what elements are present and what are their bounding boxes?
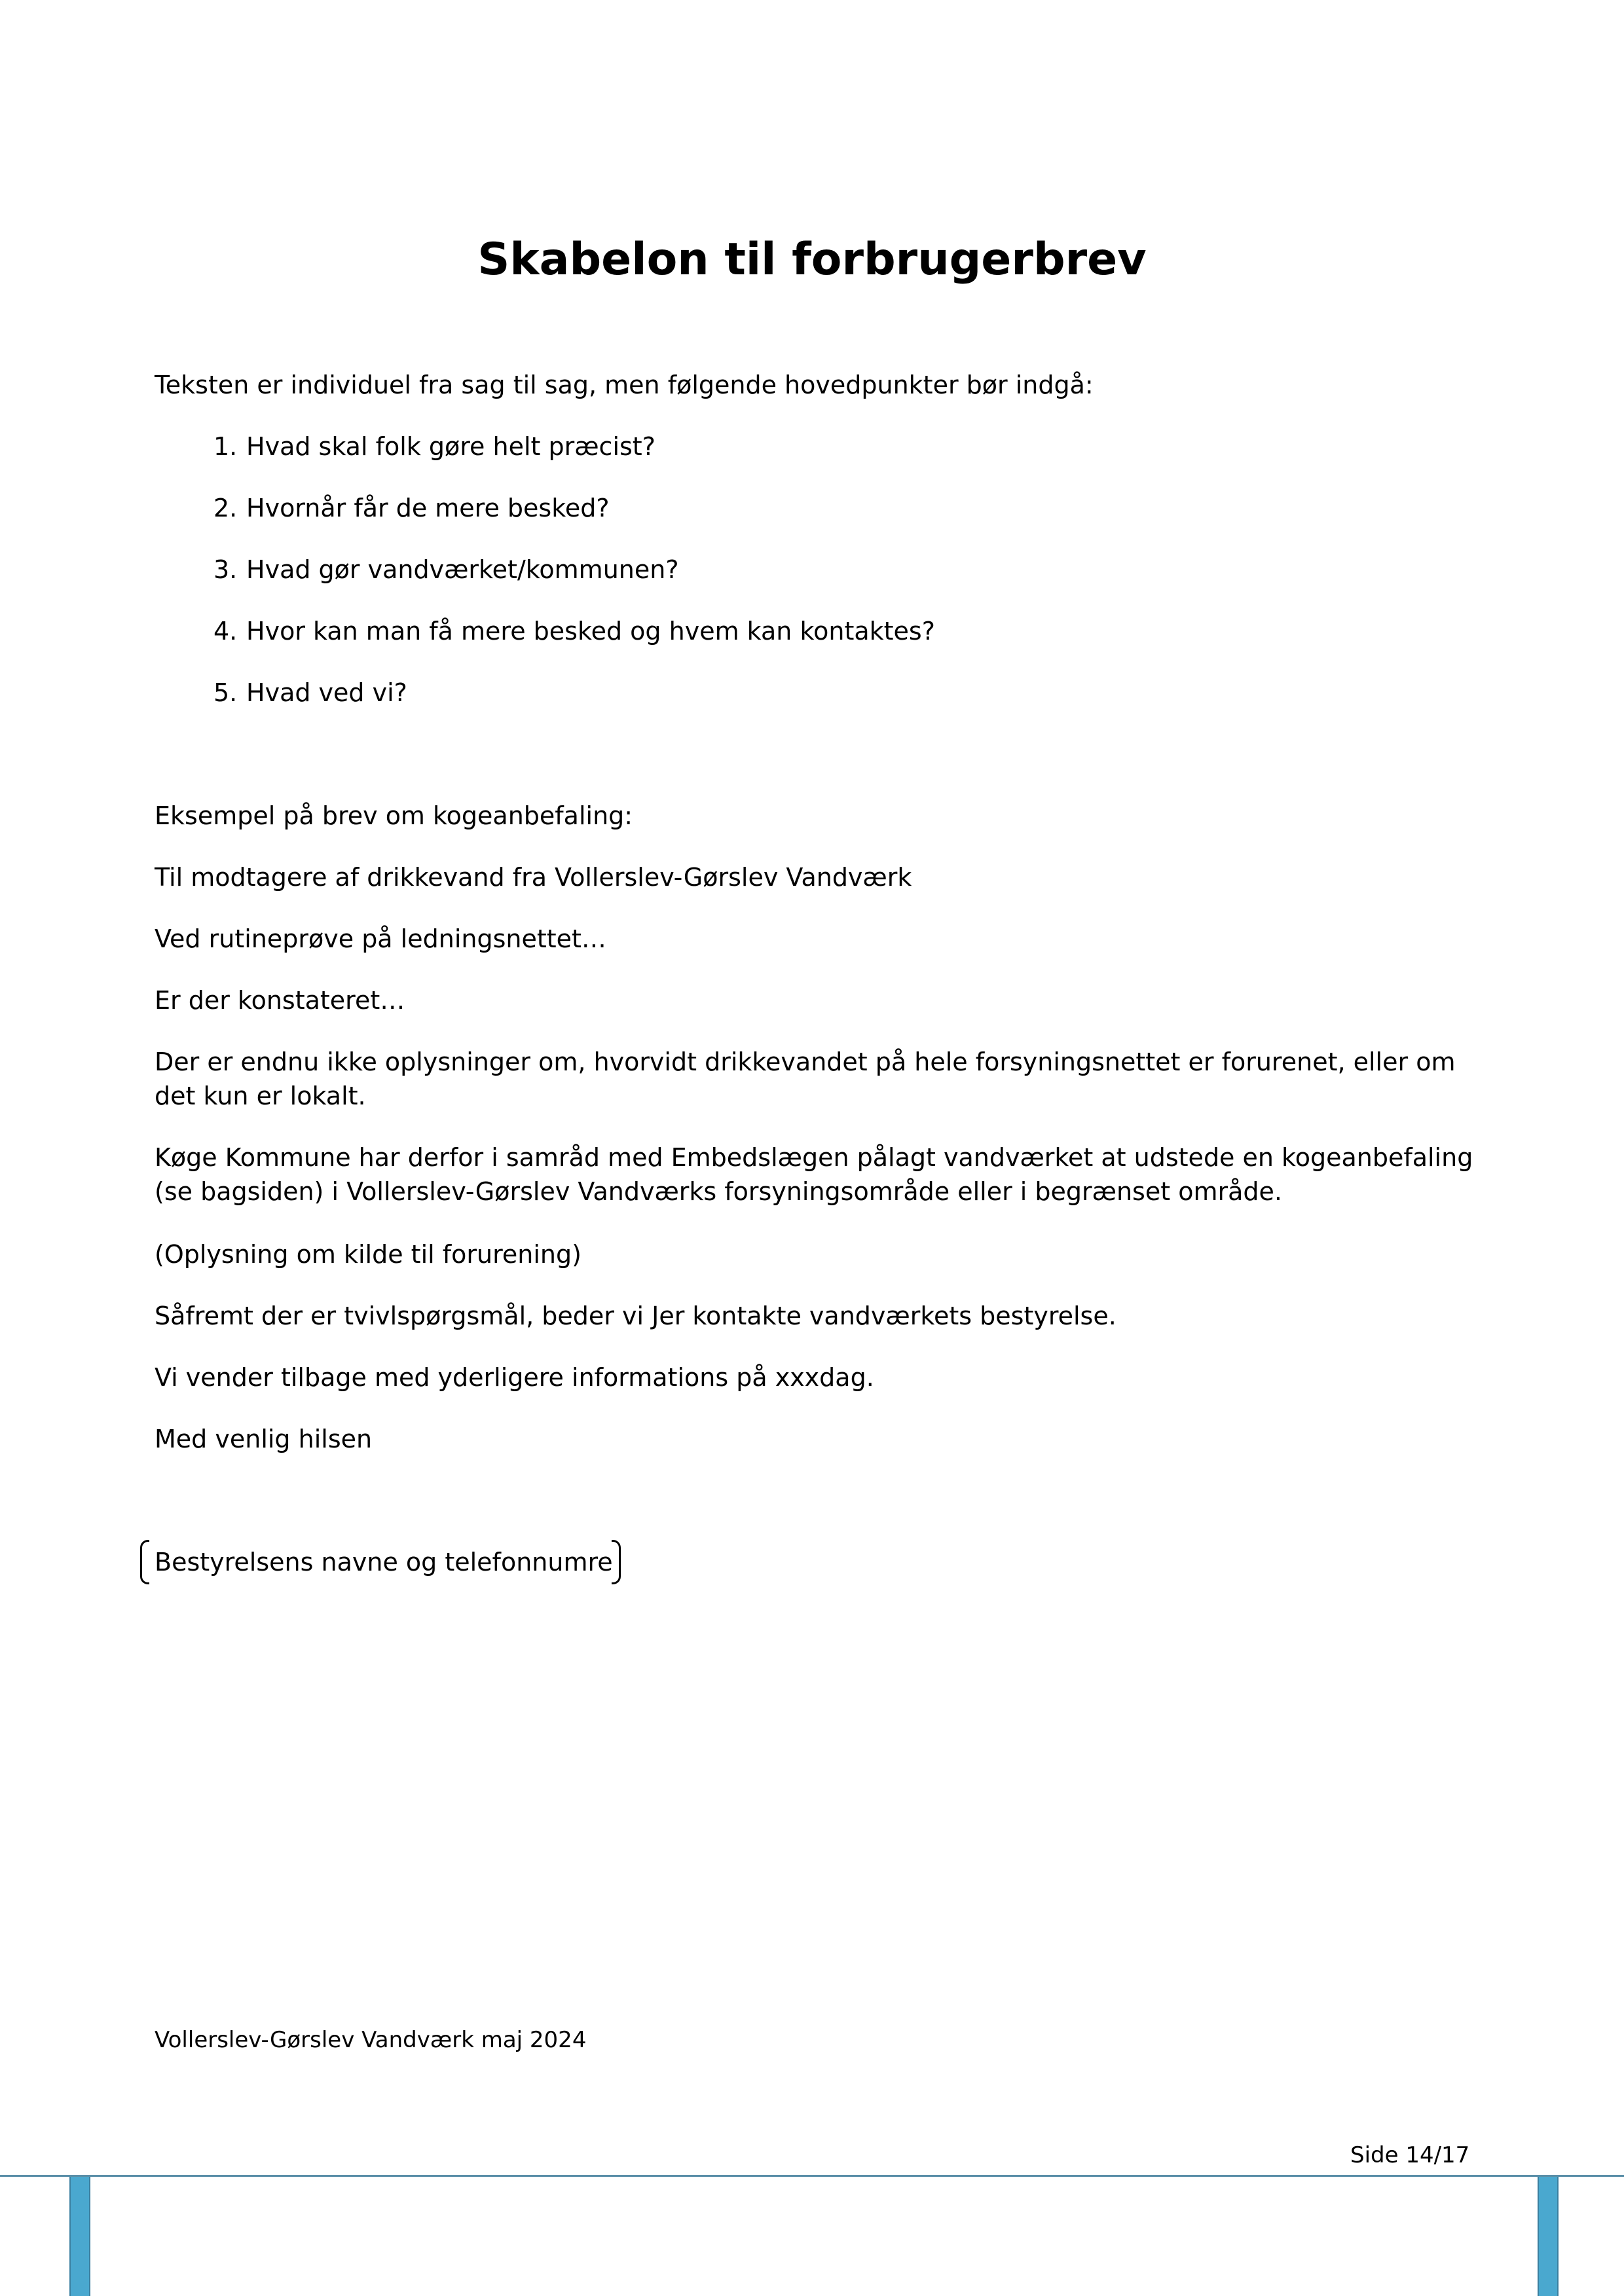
letter-paragraph: Såfremt der er tvivlspørgsmål, beder vi Jer kontakte vandværkets bestyrelse. [155, 1302, 1116, 1330]
list-item-number: 2. [213, 494, 238, 522]
list-item [213, 614, 935, 648]
list-item-number: 4. [213, 617, 238, 646]
example-heading: Eksempel på brev om kogeanbefaling: [155, 801, 633, 830]
list-item-text: Hvor kan man få mere besked og hvem kan kontaktes? [246, 617, 935, 646]
letter-recipient: Til modtagere af drikkevand fra Vollerslev-Gørslev Vandværk [155, 863, 912, 892]
list-item-text: Hvornår får de mere besked? [246, 494, 610, 522]
page-title: Skabelon til forbrugerbrev [477, 234, 1147, 285]
list-item-number: 1. [213, 432, 238, 461]
letter-paragraph: Vi vender tilbage med yderligere informations på xxxdag. [155, 1363, 874, 1392]
list-item [213, 553, 679, 587]
letter-paragraph: (Oplysning om kilde til forurening) [155, 1240, 581, 1269]
list-item-text: Hvad skal folk gøre helt præcist? [246, 432, 655, 461]
footer-divider [0, 2175, 1624, 2177]
letter-paragraph: Køge Kommune har derfor i samråd med Embedslægen pålagt vandværket at udstede en kogeanbefaling (se bagsiden) i Vollerslev-Gørslev Vandværks forsyningsområde eller i begrænset område. [155, 1143, 1473, 1206]
left-bracket [140, 1540, 149, 1584]
letter-paragraph: Er der konstateret… [155, 986, 405, 1015]
intro-text: Teksten er individuel fra sag til sag, men følgende hovedpunkter bør indgå: [155, 371, 1094, 399]
list-item [213, 676, 407, 710]
footer-organization: Vollerslev-Gørslev Vandværk maj 2024 [155, 2027, 587, 2053]
list-item [213, 491, 610, 525]
list-item [213, 429, 655, 464]
letter-paragraph: Ved rutineprøve på ledningsnettet… [155, 924, 606, 953]
list-item-text: Hvad ved vi? [246, 678, 407, 707]
list-item-text: Hvad gør vandværket/kommunen? [246, 555, 679, 584]
letter-paragraph: Der er endnu ikke oplysninger om, hvorvidt drikkevandet på hele forsyningsnettet er forurenet, eller om det kun er lokalt. [155, 1048, 1456, 1110]
right-bracket [612, 1540, 621, 1584]
letter-closing: Med venlig hilsen [155, 1425, 373, 1453]
footer-accent-bar-left [69, 2177, 90, 2296]
list-item-number: 5. [213, 678, 238, 707]
list-item-number: 3. [213, 555, 238, 584]
signature-placeholder: Bestyrelsens navne og telefonnumre [155, 1548, 613, 1576]
page-number: Side 14/17 [1350, 2142, 1470, 2168]
footer-accent-bar-right [1538, 2177, 1559, 2296]
